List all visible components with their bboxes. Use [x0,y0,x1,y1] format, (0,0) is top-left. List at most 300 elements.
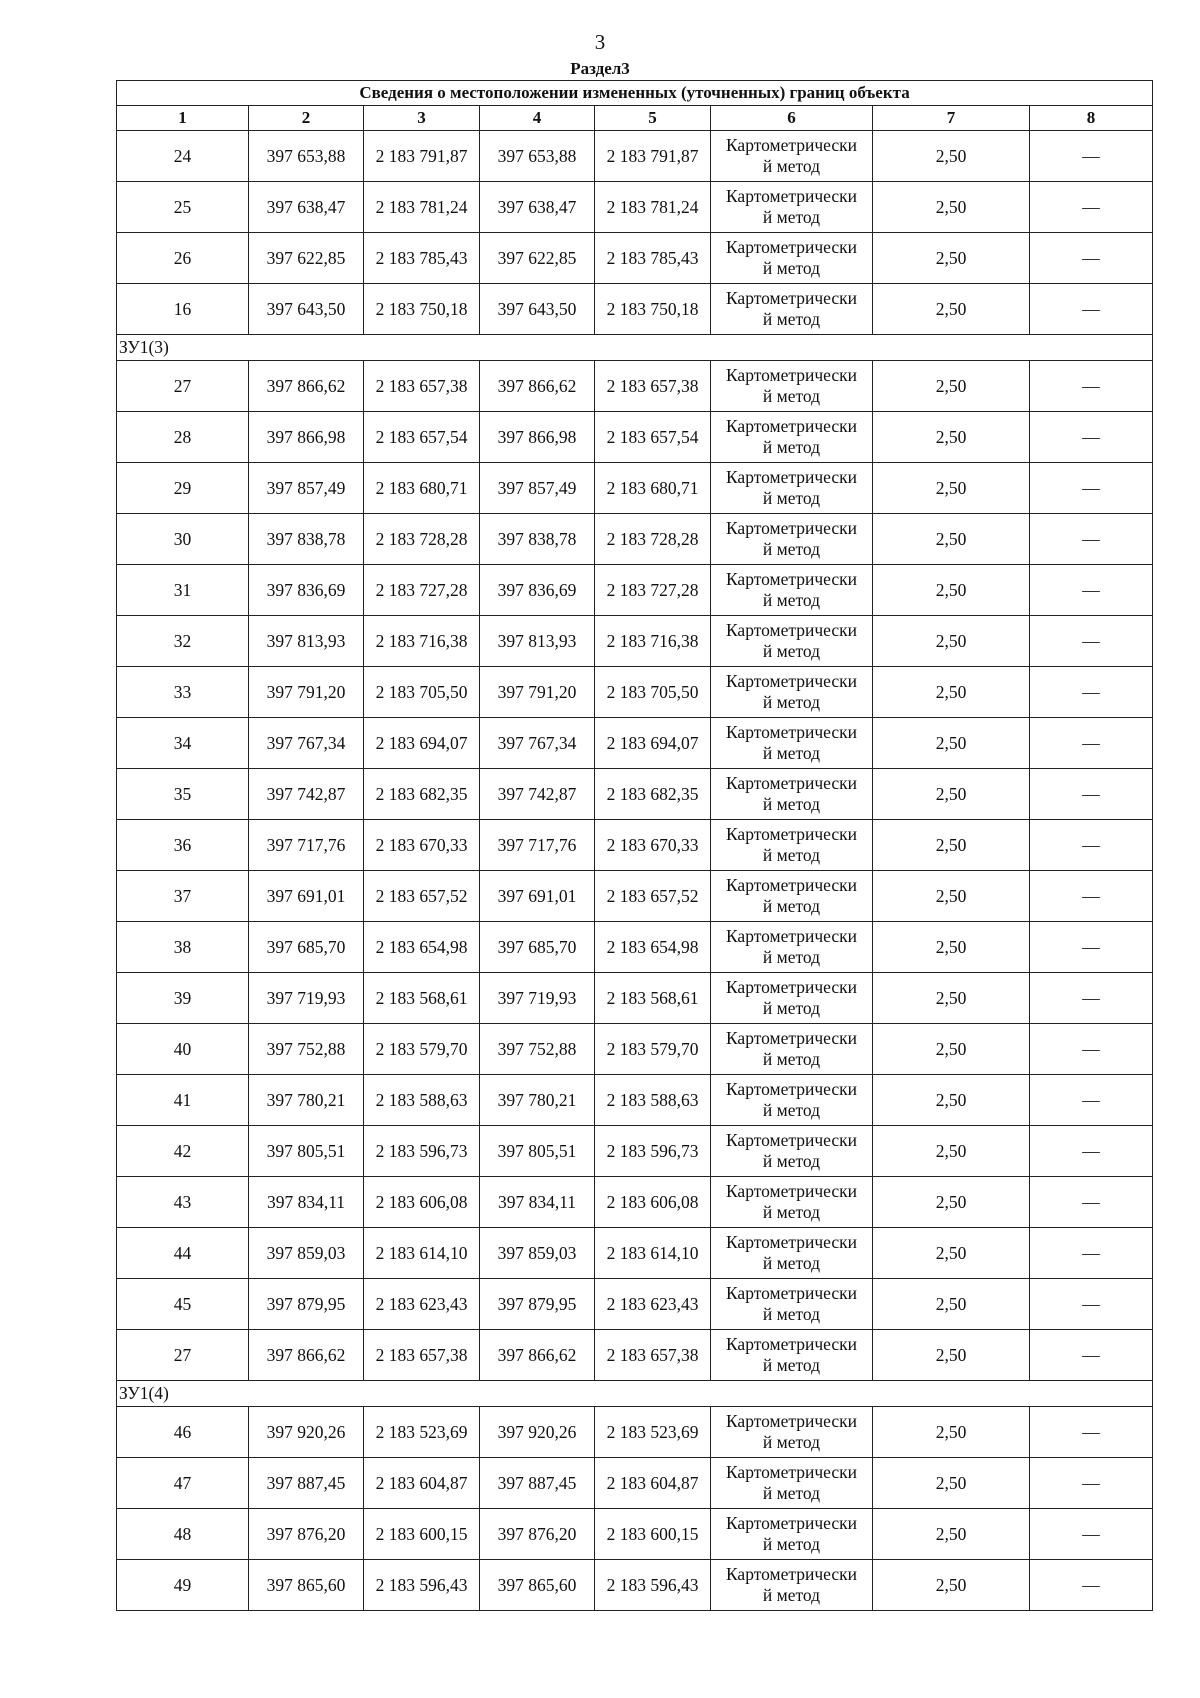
method-text-line: Картометрически [725,620,858,640]
coordinate-cell: 2 183 791,87 [595,131,711,182]
method-text-line: Картометрически [725,1564,858,1584]
method-text-line: Картометрически [725,186,858,206]
method-cell [711,361,873,412]
empty-value-cell: — [1030,463,1153,514]
coordinate-cell: 2 183 614,10 [364,1228,480,1279]
table-row [117,871,1153,922]
coordinate-cell: 2 183 614,10 [595,1228,711,1279]
table-row [117,1024,1153,1075]
table-row [117,1075,1153,1126]
coordinate-cell: 2 183 579,70 [364,1024,480,1075]
method-text-line: й метод [762,156,821,176]
coordinate-cell: 397 866,62 [249,361,364,412]
table-row [117,514,1153,565]
coordinate-cell: 397 719,93 [480,973,595,1024]
empty-value-cell: — [1030,1075,1153,1126]
method-text-line: й метод [762,309,821,329]
method-cell [711,820,873,871]
coordinate-cell: 397 653,88 [249,131,364,182]
accuracy-cell: 2,50 [873,922,1030,973]
table-row [117,820,1153,871]
method-cell [711,922,873,973]
point-number-cell: 30 [117,514,249,565]
method-cell [711,1126,873,1177]
point-number-cell: 34 [117,718,249,769]
coordinate-cell: 397 876,20 [249,1509,364,1560]
coordinate-cell: 397 752,88 [249,1024,364,1075]
empty-value-cell: — [1030,1126,1153,1177]
coordinate-cell: 2 183 682,35 [595,769,711,820]
empty-value-cell: — [1030,1509,1153,1560]
table-row [117,412,1153,463]
accuracy-cell: 2,50 [873,463,1030,514]
table-caption: Сведения о местоположении измененных (уточненных) границ объекта [117,81,1153,106]
coordinate-cell: 397 691,01 [480,871,595,922]
method-text-line: Картометрически [725,1283,858,1303]
point-number-cell: 47 [117,1458,249,1509]
table-row [117,182,1153,233]
empty-value-cell: — [1030,1024,1153,1075]
method-text-line: Картометрически [725,416,858,436]
table-row [117,1177,1153,1228]
point-number-cell: 49 [117,1560,249,1611]
method-cell [711,1177,873,1228]
method-text-line: й метод [762,641,821,661]
section-title: Раздел3 [570,59,630,78]
coordinate-cell: 397 887,45 [480,1458,595,1509]
column-header: 4 [480,106,595,131]
point-number-cell: 48 [117,1509,249,1560]
method-text-line: Картометрически [725,518,858,538]
method-text-line: Картометрически [725,237,858,257]
accuracy-cell: 2,50 [873,1279,1030,1330]
empty-value-cell: — [1030,514,1153,565]
coordinate-cell: 397 685,70 [249,922,364,973]
empty-value-cell: — [1030,769,1153,820]
coordinate-cell: 2 183 604,87 [364,1458,480,1509]
coordinate-cell: 397 752,88 [480,1024,595,1075]
coordinate-cell: 2 183 588,63 [595,1075,711,1126]
method-text-line: Картометрически [725,773,858,793]
method-text-line: й метод [762,743,821,763]
coordinate-cell: 2 183 606,08 [595,1177,711,1228]
coordinate-cell: 2 183 791,87 [364,131,480,182]
coordinate-cell: 2 183 727,28 [595,565,711,616]
point-number-cell: 33 [117,667,249,718]
table-row [117,565,1153,616]
method-text-line: Картометрически [725,1411,858,1431]
coordinate-cell: 397 887,45 [249,1458,364,1509]
coordinate-cell: 397 767,34 [249,718,364,769]
point-number-cell: 36 [117,820,249,871]
method-text-line: Картометрически [725,926,858,946]
method-cell [711,565,873,616]
coordinate-cell: 397 866,62 [480,1330,595,1381]
method-text-line: Картометрически [725,1028,858,1048]
coordinate-cell: 2 183 579,70 [595,1024,711,1075]
coordinate-cell: 2 183 727,28 [364,565,480,616]
method-cell [711,973,873,1024]
accuracy-cell: 2,50 [873,667,1030,718]
column-header: 5 [595,106,711,131]
empty-value-cell: — [1030,820,1153,871]
method-text-line: й метод [762,1253,821,1273]
coordinate-cell: 2 183 728,28 [364,514,480,565]
point-number-cell: 45 [117,1279,249,1330]
method-text-line: й метод [762,1202,821,1222]
method-cell [711,1075,873,1126]
column-header: 2 [249,106,364,131]
method-text-line: й метод [762,258,821,278]
table-body [117,81,1153,1611]
method-text-line: Картометрически [725,1513,858,1533]
accuracy-cell: 2,50 [873,565,1030,616]
empty-value-cell: — [1030,1279,1153,1330]
coordinate-cell: 397 719,93 [249,973,364,1024]
empty-value-cell: — [1030,284,1153,335]
empty-value-cell: — [1030,565,1153,616]
coordinate-cell: 397 879,95 [480,1279,595,1330]
accuracy-cell: 2,50 [873,284,1030,335]
coordinate-cell: 397 879,95 [249,1279,364,1330]
coordinate-cell: 2 183 596,43 [364,1560,480,1611]
coordinate-cell: 397 836,69 [249,565,364,616]
empty-value-cell: — [1030,973,1153,1024]
coordinate-cell: 397 780,21 [480,1075,595,1126]
coordinate-cell: 2 183 694,07 [595,718,711,769]
method-cell [711,514,873,565]
coordinate-cell: 397 805,51 [480,1126,595,1177]
accuracy-cell: 2,50 [873,182,1030,233]
method-cell [711,182,873,233]
coordinate-cell: 397 866,98 [480,412,595,463]
column-header: 1 [117,106,249,131]
point-number-cell: 43 [117,1177,249,1228]
method-text-line: й метод [762,1585,821,1605]
accuracy-cell: 2,50 [873,131,1030,182]
point-number-cell: 32 [117,616,249,667]
method-cell [711,1458,873,1509]
coordinate-cell: 397 638,47 [480,182,595,233]
accuracy-cell: 2,50 [873,412,1030,463]
coordinate-cell: 397 866,62 [480,361,595,412]
coordinate-cell: 2 183 600,15 [364,1509,480,1560]
coordinate-cell: 2 183 654,98 [364,922,480,973]
coordinate-cell: 2 183 705,50 [364,667,480,718]
accuracy-cell: 2,50 [873,514,1030,565]
column-header: 7 [873,106,1030,131]
method-text-line: й метод [762,1355,821,1375]
coordinate-cell: 2 183 750,18 [595,284,711,335]
method-text-line: й метод [762,1432,821,1452]
method-text-line: Картометрически [725,1130,858,1150]
table-row [117,973,1153,1024]
method-cell [711,871,873,922]
method-text-line: й метод [762,437,821,457]
method-text-line: Картометрически [725,722,858,742]
coordinate-cell: 397 780,21 [249,1075,364,1126]
coordinate-cell: 397 836,69 [480,565,595,616]
method-text-line: Картометрически [725,467,858,487]
method-text-line: й метод [762,488,821,508]
coordinate-cell: 397 685,70 [480,922,595,973]
coordinate-cell: 397 653,88 [480,131,595,182]
point-number-cell: 39 [117,973,249,1024]
table-row [117,922,1153,973]
column-header: 6 [711,106,873,131]
coordinate-cell: 2 183 694,07 [364,718,480,769]
coordinate-cell: 397 834,11 [249,1177,364,1228]
method-text-line: й метод [762,539,821,559]
table-row [117,1407,1153,1458]
empty-value-cell: — [1030,922,1153,973]
method-text-line: й метод [762,1100,821,1120]
coordinate-cell: 397 767,34 [480,718,595,769]
method-cell [711,718,873,769]
accuracy-cell: 2,50 [873,871,1030,922]
method-cell [711,1330,873,1381]
method-text-line: й метод [762,1049,821,1069]
method-cell [711,284,873,335]
point-number-cell: 16 [117,284,249,335]
empty-value-cell: — [1030,131,1153,182]
coordinate-cell: 397 742,87 [249,769,364,820]
method-cell [711,412,873,463]
coordinate-cell: 397 838,78 [480,514,595,565]
method-text-line: й метод [762,896,821,916]
method-cell [711,1024,873,1075]
coordinate-cell: 397 742,87 [480,769,595,820]
coordinate-cell: 2 183 523,69 [595,1407,711,1458]
table-row [117,1509,1153,1560]
method-cell [711,1560,873,1611]
coordinate-cell: 2 183 596,43 [595,1560,711,1611]
coordinate-cell: 2 183 781,24 [595,182,711,233]
method-cell [711,616,873,667]
group-row [117,1381,1153,1407]
coordinate-cell: 2 183 670,33 [364,820,480,871]
point-number-cell: 38 [117,922,249,973]
coordinate-cell: 397 865,60 [480,1560,595,1611]
accuracy-cell: 2,50 [873,1228,1030,1279]
accuracy-cell: 2,50 [873,973,1030,1024]
coordinate-cell: 397 838,78 [249,514,364,565]
method-cell [711,1407,873,1458]
method-text-line: Картометрически [725,365,858,385]
coordinate-cell: 2 183 604,87 [595,1458,711,1509]
empty-value-cell: — [1030,1407,1153,1458]
coordinate-cell: 2 183 781,24 [364,182,480,233]
coordinate-cell: 2 183 523,69 [364,1407,480,1458]
point-number-cell: 25 [117,182,249,233]
coordinate-cell: 397 876,20 [480,1509,595,1560]
coordinate-cell: 397 857,49 [249,463,364,514]
accuracy-cell: 2,50 [873,616,1030,667]
coordinate-cell: 2 183 657,38 [595,1330,711,1381]
column-header: 8 [1030,106,1153,131]
table-row [117,616,1153,667]
group-row [117,335,1153,361]
coordinate-cell: 397 643,50 [480,284,595,335]
coordinate-cell: 397 622,85 [480,233,595,284]
empty-value-cell: — [1030,1177,1153,1228]
coordinate-cell: 397 834,11 [480,1177,595,1228]
table-row [117,284,1153,335]
table-row [117,718,1153,769]
empty-value-cell: — [1030,616,1153,667]
coordinate-cell: 2 183 657,38 [364,361,480,412]
method-text-line: й метод [762,794,821,814]
table-row [117,233,1153,284]
point-number-cell: 27 [117,1330,249,1381]
coordinate-cell: 2 183 785,43 [364,233,480,284]
table-row [117,1458,1153,1509]
accuracy-cell: 2,50 [873,1075,1030,1126]
table-row [117,361,1153,412]
point-number-cell: 28 [117,412,249,463]
column-header-row [117,106,1153,131]
table-row [117,769,1153,820]
coordinate-cell: 397 920,26 [249,1407,364,1458]
method-text-line: й метод [762,1151,821,1171]
coordinate-cell: 397 717,76 [249,820,364,871]
point-number-cell: 44 [117,1228,249,1279]
coordinate-cell: 2 183 716,38 [595,616,711,667]
empty-value-cell: — [1030,1330,1153,1381]
empty-value-cell: — [1030,718,1153,769]
coordinate-cell: 2 183 600,15 [595,1509,711,1560]
point-number-cell: 29 [117,463,249,514]
coordinate-cell: 2 183 623,43 [595,1279,711,1330]
coordinate-cell: 2 183 596,73 [364,1126,480,1177]
coordinate-cell: 397 805,51 [249,1126,364,1177]
coordinate-cell: 2 183 657,54 [364,412,480,463]
accuracy-cell: 2,50 [873,1126,1030,1177]
method-cell [711,233,873,284]
table-row [117,1228,1153,1279]
accuracy-cell: 2,50 [873,1458,1030,1509]
method-cell [711,1279,873,1330]
coordinate-cell: 2 183 728,28 [595,514,711,565]
accuracy-cell: 2,50 [873,361,1030,412]
point-number-cell: 41 [117,1075,249,1126]
coordinate-cell: 397 791,20 [480,667,595,718]
coordinate-cell: 2 183 657,52 [364,871,480,922]
coordinate-cell: 397 866,98 [249,412,364,463]
point-number-cell: 24 [117,131,249,182]
point-number-cell: 26 [117,233,249,284]
accuracy-cell: 2,50 [873,1024,1030,1075]
method-text-line: й метод [762,1534,821,1554]
method-text-line: Картометрически [725,1181,858,1201]
method-text-line: й метод [762,947,821,967]
method-text-line: Картометрически [725,824,858,844]
coordinate-cell: 2 183 606,08 [364,1177,480,1228]
group-label: ЗУ1(3) [117,335,1153,361]
coordinate-cell: 397 857,49 [480,463,595,514]
point-number-cell: 46 [117,1407,249,1458]
column-header: 3 [364,106,480,131]
coordinate-cell: 2 183 682,35 [364,769,480,820]
point-number-cell: 27 [117,361,249,412]
table-row [117,1330,1153,1381]
method-text-line: Картометрически [725,569,858,589]
method-cell [711,1228,873,1279]
method-text-line: й метод [762,1304,821,1324]
coordinate-cell: 2 183 750,18 [364,284,480,335]
coordinate-cell: 397 859,03 [480,1228,595,1279]
coordinate-cell: 2 183 680,71 [595,463,711,514]
method-text-line: й метод [762,845,821,865]
empty-value-cell: — [1030,233,1153,284]
coordinate-cell: 397 691,01 [249,871,364,922]
table-row [117,1560,1153,1611]
empty-value-cell: — [1030,667,1153,718]
coordinate-cell: 397 813,93 [249,616,364,667]
coordinate-cell: 2 183 785,43 [595,233,711,284]
coordinate-cell: 397 859,03 [249,1228,364,1279]
empty-value-cell: — [1030,1228,1153,1279]
method-text-line: Картометрически [725,671,858,691]
method-text-line: й метод [762,692,821,712]
accuracy-cell: 2,50 [873,1177,1030,1228]
coordinate-cell: 2 183 654,98 [595,922,711,973]
method-cell [711,1509,873,1560]
coordinate-cell: 397 813,93 [480,616,595,667]
table-row [117,1279,1153,1330]
coordinate-cell: 397 791,20 [249,667,364,718]
coordinate-cell: 397 638,47 [249,182,364,233]
method-text-line: й метод [762,590,821,610]
empty-value-cell: — [1030,182,1153,233]
method-cell [711,463,873,514]
accuracy-cell: 2,50 [873,718,1030,769]
page-number: 3 [594,30,606,54]
coordinate-cell: 397 920,26 [480,1407,595,1458]
accuracy-cell: 2,50 [873,769,1030,820]
empty-value-cell: — [1030,412,1153,463]
table-row [117,463,1153,514]
method-text-line: й метод [762,386,821,406]
coordinate-cell: 2 183 657,38 [364,1330,480,1381]
coordinate-cell: 397 866,62 [249,1330,364,1381]
coordinate-cell: 2 183 623,43 [364,1279,480,1330]
method-text-line: й метод [762,1483,821,1503]
empty-value-cell: — [1030,871,1153,922]
coordinate-cell: 2 183 588,63 [364,1075,480,1126]
coordinate-cell: 397 622,85 [249,233,364,284]
boundary-coordinates-table [116,80,1153,1611]
method-text-line: Картометрически [725,1462,858,1482]
coordinate-cell: 2 183 657,54 [595,412,711,463]
group-label: ЗУ1(4) [117,1381,1153,1407]
method-cell [711,667,873,718]
table-row [117,667,1153,718]
empty-value-cell: — [1030,1560,1153,1611]
method-text-line: Картометрически [725,875,858,895]
coordinate-cell: 2 183 568,61 [364,973,480,1024]
coordinate-cell: 2 183 568,61 [595,973,711,1024]
point-number-cell: 35 [117,769,249,820]
empty-value-cell: — [1030,1458,1153,1509]
method-text-line: Картометрически [725,288,858,308]
accuracy-cell: 2,50 [873,233,1030,284]
empty-value-cell: — [1030,361,1153,412]
coordinate-cell: 397 643,50 [249,284,364,335]
method-text-line: Картометрически [725,1079,858,1099]
coordinate-cell: 2 183 670,33 [595,820,711,871]
method-text-line: Картометрически [725,1334,858,1354]
